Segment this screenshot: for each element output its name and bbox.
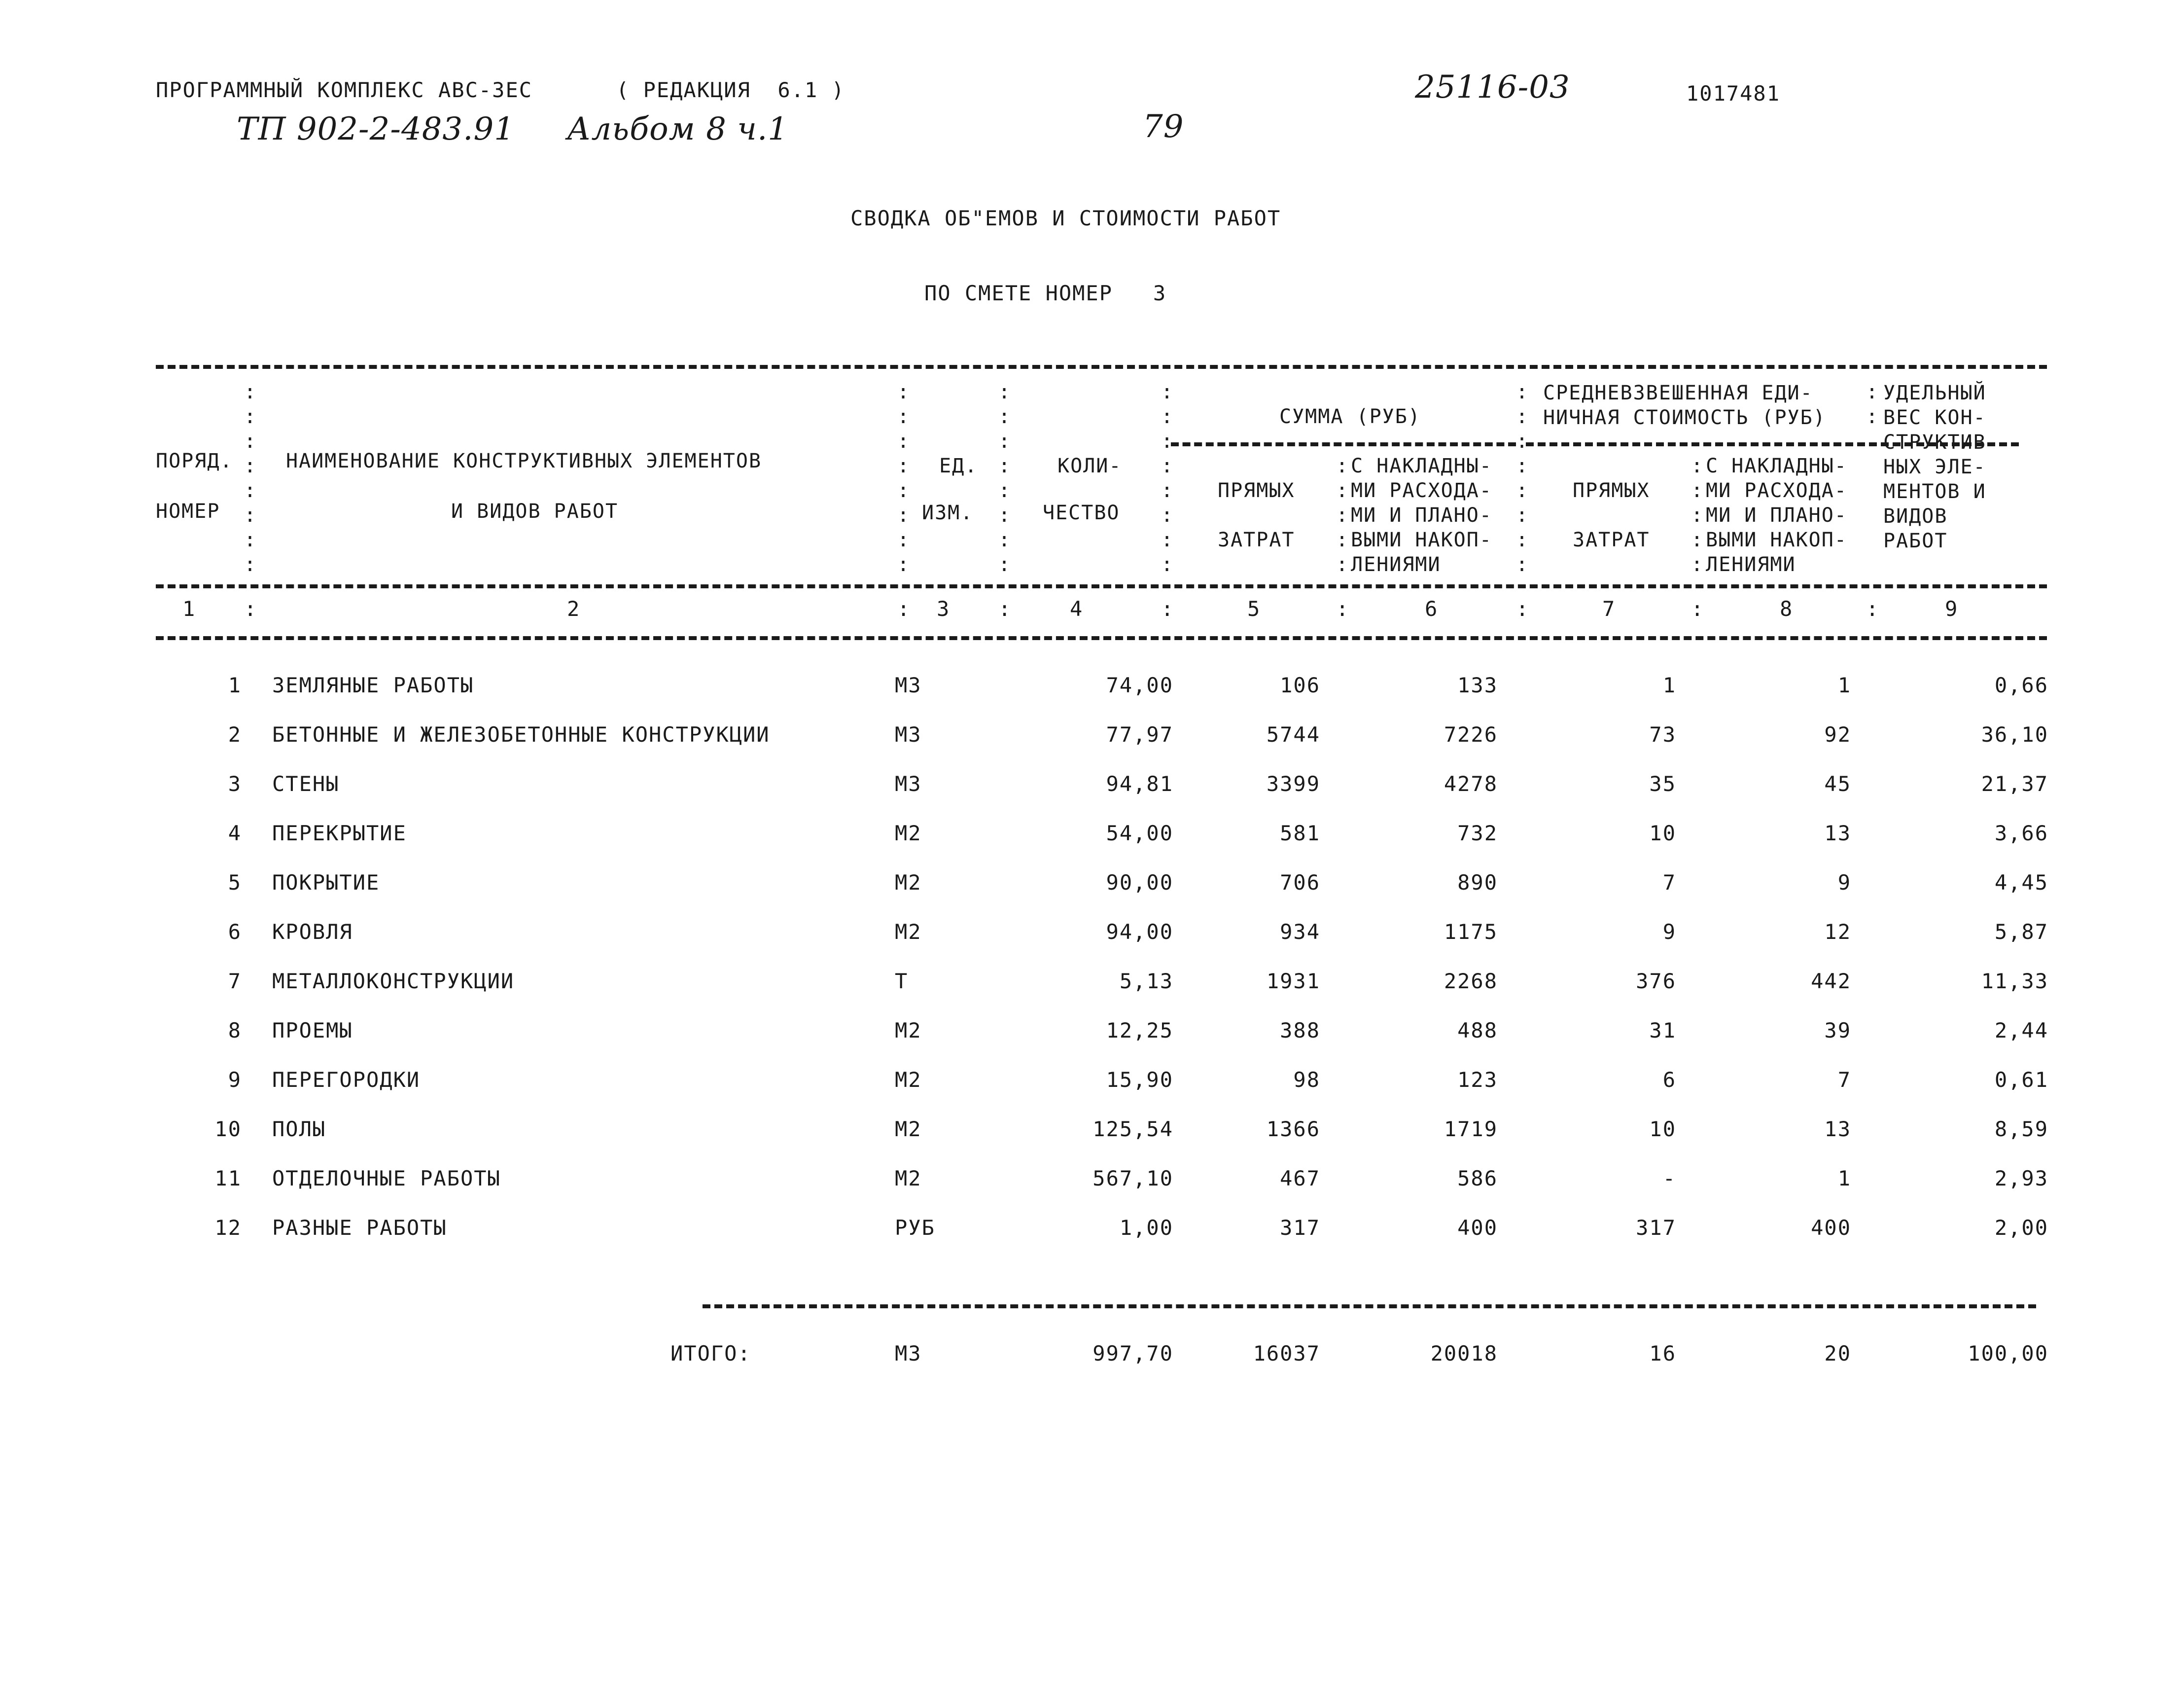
sum-group-header: СУММА (РУБ) bbox=[1279, 405, 1421, 428]
col9-header-line6: ВИДОВ bbox=[1883, 505, 1948, 528]
row-number: 2 bbox=[228, 722, 242, 747]
row-unit: М2 bbox=[895, 821, 922, 845]
row-avg-direct: 10 bbox=[1649, 821, 1676, 845]
row-number: 8 bbox=[228, 1018, 242, 1042]
row-avg-direct: 376 bbox=[1636, 969, 1676, 993]
row-unit: РУБ bbox=[895, 1216, 935, 1240]
col6-header-line1: С НАКЛАДНЫ- bbox=[1351, 455, 1492, 477]
row-avg-direct: 10 bbox=[1649, 1117, 1676, 1141]
total-quantity: 997,70 bbox=[1092, 1341, 1173, 1366]
row-overhead-cost: 1175 bbox=[1444, 920, 1498, 944]
header-separator: : : : : : : : : bbox=[897, 381, 910, 576]
row-overhead-cost: 488 bbox=[1457, 1018, 1498, 1042]
row-overhead-cost: 732 bbox=[1457, 821, 1498, 845]
row-number: 10 bbox=[214, 1117, 242, 1141]
row-unit: М3 bbox=[895, 722, 922, 747]
row-number: 9 bbox=[228, 1068, 242, 1092]
row-direct-cost: 388 bbox=[1280, 1018, 1320, 1042]
row-direct-cost: 1931 bbox=[1266, 969, 1320, 993]
col2-header-line1: НАИМЕНОВАНИЕ КОНСТРУКТИВНЫХ ЭЛЕМЕНТОВ bbox=[286, 450, 762, 472]
column-number: 9 bbox=[1945, 597, 1959, 621]
avg-group-header-line2: НИЧНАЯ СТОИМОСТЬ (РУБ) bbox=[1543, 406, 1826, 429]
row-unit: М2 bbox=[895, 870, 922, 895]
col1-header-line2: НОМЕР bbox=[156, 500, 220, 523]
row-direct-cost: 98 bbox=[1293, 1068, 1320, 1092]
row-weight: 8,59 bbox=[1994, 1117, 2048, 1141]
table-row bbox=[0, 1018, 2184, 1048]
table-row bbox=[0, 722, 2184, 752]
col8-header-line2: МИ РАСХОДА- bbox=[1706, 479, 1847, 502]
col6-header-line3: МИ И ПЛАНО- bbox=[1351, 504, 1492, 527]
row-overhead-cost: 133 bbox=[1457, 673, 1498, 697]
row-direct-cost: 581 bbox=[1280, 821, 1320, 845]
col7-header-line1: ПРЯМЫХ bbox=[1573, 479, 1650, 502]
row-number: 6 bbox=[228, 920, 242, 944]
col7-header-line2: ЗАТРАТ bbox=[1573, 529, 1650, 551]
column-number: 4 bbox=[1070, 597, 1084, 621]
row-quantity: 90,00 bbox=[1106, 870, 1173, 895]
row-number: 1 bbox=[228, 673, 242, 697]
col8-header-line4: ВЫМИ НАКОП- bbox=[1706, 529, 1847, 551]
header-separator: : : : : : bbox=[1336, 455, 1348, 576]
row-quantity: 12,25 bbox=[1106, 1018, 1173, 1042]
row-unit: М3 bbox=[895, 673, 922, 697]
row-weight: 21,37 bbox=[1981, 772, 2048, 796]
program-edition: ( РЕДАКЦИЯ 6.1 ) bbox=[616, 78, 845, 102]
column-number-rule bbox=[156, 636, 2047, 640]
row-name: КРОВЛЯ bbox=[272, 920, 353, 944]
col9-header-line7: РАБОТ bbox=[1883, 530, 1948, 552]
col6-header-line5: ЛЕНИЯМИ bbox=[1351, 553, 1441, 576]
row-unit: Т bbox=[895, 969, 909, 993]
row-quantity: 74,00 bbox=[1106, 673, 1173, 697]
row-overhead-cost: 400 bbox=[1457, 1216, 1498, 1240]
row-direct-cost: 106 bbox=[1280, 673, 1320, 697]
row-weight: 2,00 bbox=[1994, 1216, 2048, 1240]
col5-header-line1: ПРЯМЫХ bbox=[1218, 479, 1295, 502]
row-name: МЕТАЛЛОКОНСТРУКЦИИ bbox=[272, 969, 515, 993]
handwritten-project-number: ТП 902-2-483.91 bbox=[237, 111, 515, 147]
row-overhead-cost: 1719 bbox=[1444, 1117, 1498, 1141]
row-unit: М2 bbox=[895, 1117, 922, 1141]
row-name: ПОКРЫТИЕ bbox=[272, 870, 380, 895]
row-avg-overhead: 1 bbox=[1837, 1166, 1851, 1190]
row-avg-overhead: 1 bbox=[1837, 673, 1851, 697]
row-overhead-cost: 123 bbox=[1457, 1068, 1498, 1092]
row-unit: М3 bbox=[895, 772, 922, 796]
total-label: ИТОГО: bbox=[670, 1341, 751, 1366]
table-row bbox=[0, 870, 2184, 900]
handwritten-album: Альбом 8 ч.1 bbox=[567, 111, 788, 147]
total-direct-cost: 16037 bbox=[1253, 1341, 1320, 1366]
row-name: ОТДЕЛОЧНЫЕ РАБОТЫ bbox=[272, 1166, 501, 1190]
row-number: 3 bbox=[228, 772, 242, 796]
table-row bbox=[0, 772, 2184, 801]
total-avg-overhead: 20 bbox=[1824, 1341, 1851, 1366]
row-number: 11 bbox=[214, 1166, 242, 1190]
handwritten-page-number: 79 bbox=[1143, 108, 1184, 145]
col9-header-line1: УДЕЛЬНЫЙ bbox=[1883, 382, 1986, 404]
sum-group-rule bbox=[1171, 442, 1516, 446]
row-unit: М2 bbox=[895, 1018, 922, 1042]
row-direct-cost: 467 bbox=[1280, 1166, 1320, 1190]
row-overhead-cost: 7226 bbox=[1444, 722, 1498, 747]
row-weight: 11,33 bbox=[1981, 969, 2048, 993]
total-weight: 100,00 bbox=[1968, 1341, 2048, 1366]
row-avg-direct: - bbox=[1662, 1166, 1676, 1190]
row-avg-overhead: 13 bbox=[1824, 821, 1851, 845]
row-direct-cost: 317 bbox=[1280, 1216, 1320, 1240]
row-weight: 5,87 bbox=[1994, 920, 2048, 944]
row-number: 4 bbox=[228, 821, 242, 845]
table-row bbox=[0, 1068, 2184, 1097]
row-weight: 2,44 bbox=[1994, 1018, 2048, 1042]
total-row bbox=[0, 1341, 2184, 1371]
column-number: 1 bbox=[182, 597, 196, 621]
row-overhead-cost: 890 bbox=[1457, 870, 1498, 895]
col9-header-line2: ВЕС КОН- bbox=[1883, 406, 1986, 429]
row-avg-direct: 9 bbox=[1662, 920, 1676, 944]
header-separator: : : : : : : : : bbox=[244, 381, 256, 576]
row-quantity: 94,81 bbox=[1106, 772, 1173, 796]
column-number: 6 bbox=[1425, 597, 1439, 621]
row-direct-cost: 5744 bbox=[1266, 722, 1320, 747]
col8-header-line3: МИ И ПЛАНО- bbox=[1706, 504, 1847, 527]
column-number: 3 bbox=[937, 597, 951, 621]
row-name: ПОЛЫ bbox=[272, 1117, 326, 1141]
col3-header-line1: ЕД. bbox=[939, 455, 978, 477]
row-name: ПЕРЕГОРОДКИ bbox=[272, 1068, 421, 1092]
row-name: БЕТОННЫЕ И ЖЕЛЕЗОБЕТОННЫЕ КОНСТРУКЦИИ bbox=[272, 722, 770, 747]
row-name: ПРОЕМЫ bbox=[272, 1018, 353, 1042]
row-overhead-cost: 2268 bbox=[1444, 969, 1498, 993]
table-row bbox=[0, 1166, 2184, 1196]
header-separator: : : : : : : : : bbox=[1161, 381, 1173, 576]
col8-header-line5: ЛЕНИЯМИ bbox=[1706, 553, 1796, 576]
row-avg-direct: 31 bbox=[1649, 1018, 1676, 1042]
column-number: 7 bbox=[1602, 597, 1616, 621]
row-number: 7 bbox=[228, 969, 242, 993]
col1-header-line1: ПОРЯД. bbox=[156, 450, 233, 472]
row-number: 12 bbox=[214, 1216, 242, 1240]
row-overhead-cost: 4278 bbox=[1444, 772, 1498, 796]
col3-header-line2: ИЗМ. bbox=[922, 502, 974, 524]
row-weight: 36,10 bbox=[1981, 722, 2048, 747]
row-avg-overhead: 13 bbox=[1824, 1117, 1851, 1141]
col5-header-line2: ЗАТРАТ bbox=[1218, 529, 1295, 551]
col9-header-line5: МЕНТОВ И bbox=[1883, 480, 1986, 503]
row-avg-direct: 6 bbox=[1662, 1068, 1676, 1092]
header-bottom-rule bbox=[156, 584, 2047, 588]
row-avg-overhead: 45 bbox=[1824, 772, 1851, 796]
table-row bbox=[0, 969, 2184, 999]
row-weight: 4,45 bbox=[1994, 870, 2048, 895]
row-number: 5 bbox=[228, 870, 242, 895]
col2-header-line2: И ВИДОВ РАБОТ bbox=[451, 500, 619, 523]
row-avg-overhead: 400 bbox=[1811, 1216, 1851, 1240]
estimate-number: ПО СМЕТЕ НОМЕР 3 bbox=[924, 281, 1167, 305]
avg-group-header-line1: СРЕДНЕВЗВЕШЕННАЯ ЕДИ- bbox=[1543, 382, 1813, 404]
row-direct-cost: 706 bbox=[1280, 870, 1320, 895]
row-weight: 3,66 bbox=[1994, 821, 2048, 845]
row-avg-direct: 317 bbox=[1636, 1216, 1676, 1240]
row-avg-overhead: 9 bbox=[1837, 870, 1851, 895]
header-separator: : : : : : : : : bbox=[1516, 381, 1528, 576]
row-quantity: 15,90 bbox=[1106, 1068, 1173, 1092]
row-avg-overhead: 39 bbox=[1824, 1018, 1851, 1042]
document-code: 25116-03 bbox=[1415, 69, 1570, 106]
row-name: СТЕНЫ bbox=[272, 772, 340, 796]
row-direct-cost: 934 bbox=[1280, 920, 1320, 944]
row-weight: 0,61 bbox=[1994, 1068, 2048, 1092]
col4-header-line1: КОЛИ- bbox=[1057, 455, 1122, 477]
column-number: 8 bbox=[1780, 597, 1794, 621]
row-avg-direct: 1 bbox=[1662, 673, 1676, 697]
header-separator: : : : : : : : : bbox=[998, 381, 1011, 576]
row-quantity: 94,00 bbox=[1106, 920, 1173, 944]
col6-header-line2: МИ РАСХОДА- bbox=[1351, 479, 1492, 502]
program-name: ПРОГРАММНЫЙ КОМПЛЕКС АВС-3ЕС bbox=[156, 78, 533, 102]
row-quantity: 54,00 bbox=[1106, 821, 1173, 845]
row-unit: М2 bbox=[895, 1166, 922, 1190]
row-avg-overhead: 7 bbox=[1837, 1068, 1851, 1092]
table-row bbox=[0, 821, 2184, 851]
table-row bbox=[0, 1117, 2184, 1147]
row-avg-direct: 35 bbox=[1649, 772, 1676, 796]
row-weight: 2,93 bbox=[1994, 1166, 2048, 1190]
table-row bbox=[0, 1216, 2184, 1245]
column-number: 2 bbox=[567, 597, 581, 621]
total-unit: М3 bbox=[895, 1341, 922, 1366]
header-separator: : : bbox=[1866, 381, 1878, 428]
col6-header-line4: ВЫМИ НАКОП- bbox=[1351, 529, 1492, 551]
total-avg-direct: 16 bbox=[1649, 1341, 1676, 1366]
row-quantity: 125,54 bbox=[1092, 1117, 1173, 1141]
row-avg-overhead: 92 bbox=[1824, 722, 1851, 747]
row-quantity: 77,97 bbox=[1106, 722, 1173, 747]
row-avg-direct: 73 bbox=[1649, 722, 1676, 747]
document-number: 1017481 bbox=[1686, 81, 1781, 106]
total-overhead-cost: 20018 bbox=[1430, 1341, 1498, 1366]
row-avg-direct: 7 bbox=[1662, 870, 1676, 895]
col4-header-line2: ЧЕСТВО bbox=[1043, 502, 1120, 524]
row-quantity: 567,10 bbox=[1092, 1166, 1173, 1190]
row-name: РАЗНЫЕ РАБОТЫ bbox=[272, 1216, 447, 1240]
row-quantity: 5,13 bbox=[1119, 969, 1173, 993]
header-separator: : : : : : bbox=[1691, 455, 1703, 576]
row-avg-overhead: 12 bbox=[1824, 920, 1851, 944]
table-top-rule bbox=[156, 365, 2047, 369]
row-name: ПЕРЕКРЫТИЕ bbox=[272, 821, 407, 845]
row-name: ЗЕМЛЯНЫЕ РАБОТЫ bbox=[272, 673, 474, 697]
table-row bbox=[0, 920, 2184, 949]
row-overhead-cost: 586 bbox=[1457, 1166, 1498, 1190]
table-row bbox=[0, 673, 2184, 703]
col9-header-line4: НЫХ ЭЛЕ- bbox=[1883, 456, 1986, 478]
col9-header-line3: СТРУКТИВ- bbox=[1883, 431, 1999, 454]
row-weight: 0,66 bbox=[1994, 673, 2048, 697]
summary-title: СВОДКА ОБ"ЕМОВ И СТОИМОСТИ РАБОТ bbox=[850, 206, 1281, 230]
row-unit: М2 bbox=[895, 1068, 922, 1092]
row-avg-overhead: 442 bbox=[1811, 969, 1851, 993]
total-rule bbox=[703, 1304, 2036, 1308]
col8-header-line1: С НАКЛАДНЫ- bbox=[1706, 455, 1847, 477]
row-direct-cost: 3399 bbox=[1266, 772, 1320, 796]
column-number: 5 bbox=[1247, 597, 1261, 621]
row-quantity: 1,00 bbox=[1119, 1216, 1173, 1240]
row-unit: М2 bbox=[895, 920, 922, 944]
column-number-row: 1 : 2 : 3 : 4 : 5 : 6 : 7 : 8 : 9 bbox=[182, 597, 1959, 621]
row-direct-cost: 1366 bbox=[1266, 1117, 1320, 1141]
